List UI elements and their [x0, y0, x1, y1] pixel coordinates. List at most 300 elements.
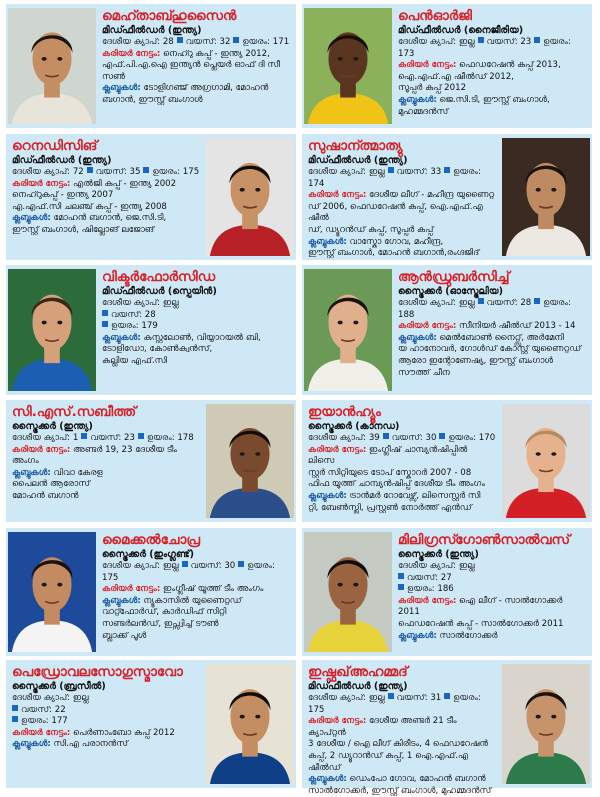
player-name: ഇഷ്ഫഖ്അഹമ്മദ്: [308, 664, 408, 680]
club-text: വാറ്റ്ഫോർഡ്, കാർഡിഫ് സിറ്റി: [102, 607, 227, 618]
player-name: മിലിഗ്രസ്ഗോൺസാൽവസ്: [398, 532, 571, 548]
club-line: [102, 596, 290, 608]
height-label: ഉയരം:: [247, 561, 275, 571]
player-info: [308, 664, 496, 797]
caps-row: [398, 561, 586, 573]
achievement-text: സൂപ്പർ കപ്പ് 2012: [398, 83, 467, 94]
achievement-text: ഐ ലീഗ് - സാൽഗോക്കർ 2011: [398, 595, 563, 618]
age-label: വയസ്:: [190, 561, 222, 571]
achievements-label: കരിയർ നേട്ടം:: [12, 727, 71, 738]
club-line: [398, 344, 586, 356]
player-position: മിഡ്ഫീൽഡർ (ഇന്ത്യ): [102, 25, 202, 36]
caps-label: ദേശീയ ക്യാപ്:: [398, 298, 457, 308]
achievement-text: ഇംഗ്ലീഷ് യൂത്ത് ടീം അംഗം: [163, 584, 264, 595]
caps-value: ഇല്ല: [458, 561, 475, 571]
player-name: റെനഡിസിങ്: [12, 138, 98, 154]
achievement-text: ദേശീയ ലീഗ് - മഹീന്ദ്ര യുണൈറ്റ: [369, 190, 495, 201]
club-line: [102, 619, 290, 631]
caps-label: ദേശീയ ക്യാപ്:: [308, 167, 367, 177]
achievement-text: ഡ് 2006, ഫെഡറേഷൻ കപ്പ്, ഐ.എഫ്.എ ഷീൽ: [308, 201, 483, 224]
achievements-label: കരിയർ നേട്ടം:: [12, 444, 71, 455]
height-label: ഉയരം:: [146, 433, 175, 443]
player-card: [302, 400, 592, 522]
bullet-square: [388, 167, 394, 173]
height-label: ഉയരം:: [543, 37, 571, 47]
age-label: വയസ്:: [396, 693, 428, 703]
clubs-label: ക്ലബ്ബുകൾ:: [102, 595, 141, 606]
achievement-line: [12, 445, 200, 468]
caps-label: ദേശീയ ക്യാപ്:: [102, 37, 161, 47]
achievement-line: [398, 619, 586, 631]
caps-value: ഇല്ല: [368, 693, 385, 703]
bullet-square: [534, 37, 540, 43]
bullet-square: [143, 167, 149, 173]
club-line: [102, 356, 290, 368]
player-photo: [304, 8, 392, 124]
age-value: 35: [129, 167, 141, 177]
bullet-square: [138, 433, 144, 439]
club-text: യ ഹാനോവർ, ഗോൾഡ് കോസ്റ്റ് യുണൈറ്റഡ്: [398, 344, 582, 355]
club-text: വാസ്കോ ഗോവ, മഹീന്ദ്ര,: [349, 236, 444, 247]
achievements-label: കരിയർ നേട്ടം:: [102, 48, 161, 59]
row-divider: [0, 131, 600, 132]
player-photo: [502, 664, 590, 784]
player-photo: [206, 664, 294, 784]
player-position: സ്ട്രൈക്കർ (ഇന്ത്യ): [398, 549, 479, 560]
clubs-label: ക്ലബ്ബുകൾ:: [398, 630, 437, 641]
achievements-label: കരിയർ നേട്ടം:: [398, 321, 457, 332]
club-line: [308, 248, 496, 260]
player-card: [6, 400, 296, 522]
age-label: വയസ്:: [396, 167, 428, 177]
player-position: സ്ട്രൈക്കർ (കാനഡ): [308, 421, 400, 432]
player-name: സി.എസ്.സബീത്ത്: [12, 404, 137, 420]
club-line: [398, 631, 586, 643]
achievements-label: കരിയർ നേട്ടം:: [398, 60, 457, 71]
player-stats: [102, 37, 290, 49]
player-stats: [12, 167, 200, 179]
clubs-label: ക്ലബ്ബുകൾ:: [308, 774, 347, 785]
bullet-square: [534, 298, 540, 304]
achievement-text: ഫെഡറേഷൻ കപ്പ് - സാൽഗോക്കർ 2011: [398, 618, 564, 629]
player-position: മിഡ്ഫീൽഡർ (ഇന്ത്യ): [308, 155, 408, 166]
club-line: [102, 83, 290, 95]
achievement-line: [308, 751, 496, 774]
player-stats: [308, 433, 496, 445]
player-position: മിഡ്ഫീൽഡർ (നൈജീരിയ): [398, 25, 524, 36]
age-value: 22: [54, 704, 66, 715]
club-line: [12, 468, 200, 480]
height-row: [12, 716, 200, 728]
achievement-line: [12, 202, 200, 214]
player-card: [6, 265, 296, 395]
club-line: [398, 368, 586, 380]
player-name: സുഷാന്ത്മാത്യു: [308, 138, 403, 154]
club-text: മോഹൻ ബഗാൻ, ജെ.സി.ടി,: [53, 213, 167, 224]
bullet-square: [439, 433, 445, 439]
caps-label: ദേശീയ ക്യാപ്:: [12, 693, 71, 703]
achievement-line: [308, 739, 496, 751]
club-text: ട്രാൻമർ റോവേഴ്സ്, ലിസെസ്റ്റർ സി: [349, 490, 481, 501]
player-position: മിഡ്ഫീൽഡർ (സ്പെയിൻ): [102, 286, 217, 297]
player-photo: [8, 8, 96, 124]
caps-value: 1: [72, 433, 79, 443]
club-text: ഈസ്റ്റ് ബംഗാൾ, മോഹൻ ബഗാൻ,രംഗ്ദജിദ്: [308, 248, 480, 259]
club-text: സാൽഗോക്കർ: [439, 630, 498, 641]
height-value: 173: [398, 48, 415, 59]
clubs-label: ക്ലബ്ബുകൾ:: [12, 739, 51, 750]
player-info: [308, 138, 496, 260]
age-row: [12, 705, 200, 717]
player-info: [12, 404, 200, 503]
club-text: റ്റി, ബേൺസ്ലി, പ്രസ്റ്റൺ നോർത്ത് എൻഡ്: [308, 502, 472, 513]
bullet-square: [444, 167, 450, 173]
player-photo: [8, 269, 96, 391]
player-card: [6, 4, 296, 128]
clubs-label: ക്ലബ്ബുകൾ:: [308, 490, 347, 501]
age-label: വയസ്:: [90, 433, 122, 443]
player-stats: [398, 298, 586, 321]
achievement-line: [308, 445, 496, 468]
club-text: ബ്ലാക്ക് പൂൾ: [102, 630, 147, 641]
achievement-text: എഫ്.പി.എ.ഐ ഇന്ത്യൻ പ്ലെയർ ഓഫ് ദി സീ: [102, 60, 280, 71]
club-text: ഈസ്റ്റ് ബംഗാൾ, ഷില്ലോങ് ലജോങ്: [12, 224, 155, 235]
bullet-square: [177, 37, 183, 43]
age-row: [102, 310, 290, 322]
player-info: [398, 8, 586, 118]
club-line: [398, 356, 586, 368]
age-value: 33: [430, 167, 442, 177]
club-text: സി.എ പരാനൻസ്: [53, 739, 129, 750]
achievement-text: സീനിയർ ഷീൽഡ് 2013 - 14: [459, 321, 576, 332]
age-value: 30: [224, 561, 236, 571]
height-value: 179: [141, 321, 158, 332]
club-text: ജെ.സി.ടി, ഈസ്റ്റ് ബംഗാൾ,: [439, 94, 550, 105]
achievement-line: [12, 728, 200, 740]
age-label: വയസ്:: [407, 572, 439, 583]
player-card: [6, 134, 296, 260]
player-stats: [308, 167, 496, 190]
club-text: ടോളിഡോ, കോൺക്വൻസ്,: [102, 344, 213, 355]
achievement-line: [398, 60, 586, 72]
caps-label: ദേശീയ ക്യാപ്:: [12, 167, 71, 177]
player-card: [302, 4, 592, 128]
club-text: മോഹൻ ബഗാൻ: [12, 490, 79, 501]
player-photo: [8, 532, 96, 652]
club-text: ആരോ ഇന്റോണേഷ്യ, ഈസ്റ്റ് ബംഗാൾ: [398, 355, 554, 366]
caps-value: 28: [162, 37, 174, 47]
clubs-label: ക്ലബ്ബുകൾ:: [102, 332, 141, 343]
player-name: വിക്ടർഫോർസിഡ: [102, 269, 216, 285]
caps-row: [102, 298, 290, 310]
achievement-text: ഐ.എഫ്.എ ഷീൽഡ് 2012,: [398, 71, 514, 82]
bullet-square: [102, 321, 108, 327]
age-row: [398, 573, 586, 585]
club-line: [102, 631, 290, 643]
club-text: മെൽബോൺ നൈറ്റ്സ്, അർമേനി: [439, 332, 564, 343]
achievement-text: അണ്ടർ 19, 23 ദേശീയ ടീം അംഗം: [12, 444, 177, 467]
club-line: [12, 491, 200, 503]
club-line: [102, 344, 290, 356]
bullet-square: [102, 310, 108, 316]
player-position: സ്ട്രൈക്കർ (ഓസ്ട്രേലിയ): [398, 286, 504, 297]
bullet-square: [233, 37, 239, 43]
height-value: 175: [102, 572, 119, 583]
player-info: [308, 404, 496, 514]
caps-value: ഇല്ല: [162, 561, 179, 571]
age-value: 30: [425, 433, 437, 443]
achievements-label: കരിയർ നേട്ടം:: [398, 595, 457, 606]
caps-value: ഇല്ല: [72, 693, 89, 703]
club-line: [308, 503, 496, 515]
achievement-line: [308, 479, 496, 491]
height-value: 175: [182, 167, 200, 177]
bullet-square: [87, 167, 93, 173]
caps-label: ദേശീയ ക്യാപ്:: [398, 37, 457, 47]
player-photo: [502, 138, 590, 256]
clubs-label: ക്ലബ്ബുകൾ:: [308, 236, 347, 247]
player-info: [398, 532, 586, 642]
club-text: കല്ലിയ എഫ്.സി: [102, 355, 168, 366]
club-text: മുഹമ്മദൻസ്: [398, 106, 449, 117]
age-label: വയസ്:: [185, 37, 217, 47]
height-label: ഉയരം:: [152, 167, 181, 177]
height-value: 175: [308, 704, 325, 715]
age-label: വയസ്:: [111, 309, 143, 320]
achievement-line: [398, 321, 586, 333]
age-value: 28: [520, 298, 532, 308]
caps-value: ഇല്ല: [458, 298, 475, 308]
height-value: 186: [437, 584, 454, 595]
club-line: [398, 95, 586, 107]
height-label: ഉയരം:: [448, 433, 477, 443]
height-label: ഉയരം:: [242, 37, 271, 47]
bullet-square: [81, 433, 87, 439]
caps-label: ദേശീയ ക്യാപ്:: [102, 561, 161, 571]
club-text: ടോളിഗഞ്ജ് അഗ്രഗാമി, മോഹൻ: [143, 83, 269, 94]
age-value: 32: [219, 37, 231, 47]
player-card: [6, 528, 296, 656]
achievement-text: ദേശീയ അണ്ടർ 21 ടീം ക്യാപ്റ്റൻ: [308, 716, 457, 738]
club-text: സൗത്ത് ചീന: [398, 367, 450, 378]
caps-label: ദേശീയ ക്യാപ്:: [308, 693, 367, 703]
club-text: ന്യൂകാസിൽ യുണൈറ്റഡ്: [143, 595, 242, 606]
height-label: ഉയരം:: [543, 298, 571, 308]
height-value: 178: [177, 433, 194, 443]
achievement-line: [12, 190, 200, 202]
achievement-line: [398, 596, 586, 619]
player-info: [398, 269, 586, 379]
achievement-text: ഡ്, ഡ്യൂറൻഡ് കപ്പ്, സൂപ്പർ കപ്പ്: [308, 224, 434, 235]
height-label: ഉയരം:: [453, 693, 481, 703]
player-photo: [502, 404, 590, 518]
height-label: ഉയരം:: [407, 584, 435, 595]
player-info: [102, 8, 290, 107]
achievement-text: കപ്പ്, 2 ഡ്യൂറാൻഡ് കപ്പ്, 1 ഐ.എഫ്.എ ഷീൽഡ്: [308, 750, 469, 773]
caps-value: ഇല്ല: [162, 298, 179, 308]
bullet-square: [444, 693, 450, 699]
age-label: വയസ്:: [21, 704, 53, 715]
achievement-text: നെഹ്റുകപ്പ് - ഇന്ത്യ 2007: [12, 190, 114, 201]
player-card: [6, 660, 296, 788]
club-text: പൈലൻ ആരോസ്: [12, 479, 91, 490]
achievement-line: [398, 72, 586, 84]
player-name: ആൻഡ്രുബർസിച്ച്: [398, 269, 510, 285]
player-card: [302, 660, 592, 796]
achievements-label: കരിയർ നേട്ടം:: [102, 584, 161, 595]
player-stats: [102, 561, 290, 584]
club-line: [398, 107, 586, 119]
bullet-square: [478, 37, 484, 43]
achievement-text: ഫെഡറേഷൻ കപ്പ് 2013,: [459, 60, 561, 71]
caps-label: ദേശീയ ക്യാപ്:: [398, 561, 457, 571]
bullet-square: [12, 716, 18, 722]
player-card: [302, 265, 592, 395]
player-card: [302, 134, 592, 260]
club-line: [12, 739, 200, 751]
clubs-label: ക്ലബ്ബുകൾ:: [398, 332, 437, 343]
height-value: 188: [398, 309, 415, 320]
clubs-label: ക്ലബ്ബുകൾ:: [398, 94, 437, 105]
achievement-text: 3 ദേശീയ / ഐ ലീഗ് കിരീടം, 4 ഫെഡറേഷൻ: [308, 739, 489, 750]
achievement-line: [308, 225, 496, 237]
player-photo: [304, 269, 392, 391]
club-line: [308, 786, 496, 797]
player-info: [12, 138, 200, 237]
age-value: 31: [430, 693, 442, 703]
club-line: [102, 607, 290, 619]
player-position: സ്ട്രൈക്കർ (ഇന്ത്യ): [12, 421, 93, 432]
age-label: വയസ്:: [486, 298, 518, 308]
achievements-label: കരിയർ നേട്ടം:: [308, 716, 367, 727]
caps-row: [12, 693, 200, 705]
player-name: ഇയാൻഹ്യൂം: [308, 404, 381, 420]
player-position: മിഡ്ഫീൽഡർ (ഇന്ത്യ): [12, 155, 112, 166]
club-line: [12, 225, 200, 237]
height-value: 174: [308, 178, 325, 189]
club-line: [12, 479, 200, 491]
club-text: സാൽഗോക്കർ, ഈസ്റ്റ് ബംഗാൾ, മുഹമ്മദൻസ്: [308, 785, 492, 796]
achievements-label: കരിയർ നേട്ടം:: [308, 190, 367, 201]
club-line: [308, 774, 496, 786]
club-text: സണ്ടർലൻഡ്, ഇപ്സ്വിച്ച് ടൗൺ: [102, 618, 219, 629]
height-value: 171: [272, 37, 290, 47]
achievement-line: [398, 83, 586, 95]
caps-label: ദേശീയ ക്യാപ്:: [102, 298, 161, 308]
height-label: ഉയരം:: [111, 321, 139, 332]
achievement-text: നെഹ്റു കപ്പ് - ഇന്ത്യ 2012,: [163, 48, 270, 59]
height-row: [398, 584, 586, 596]
height-value: 177: [51, 716, 68, 727]
club-line: [12, 213, 200, 225]
age-value: 27: [440, 572, 452, 583]
club-line: [102, 333, 290, 345]
bullet-square: [398, 573, 404, 579]
player-photo: [206, 138, 294, 256]
achievement-text: സൺ: [102, 71, 126, 82]
achievement-line: [12, 179, 200, 191]
player-name: മൈക്കൽചോപ്ര: [102, 532, 200, 548]
bullet-square: [398, 584, 404, 590]
club-text: കസ്റ്റലോൺ, വിയ്യാറയൽ ബി,: [143, 332, 261, 343]
achievement-line: [102, 49, 290, 61]
achievement-line: [102, 72, 290, 84]
player-info: [102, 269, 290, 368]
height-row: [102, 321, 290, 333]
age-value: 28: [144, 309, 156, 320]
club-line: [308, 237, 496, 249]
clubs-label: ക്ലബ്ബുകൾ:: [12, 467, 51, 478]
player-info: [102, 532, 290, 642]
player-photo: [304, 532, 392, 652]
achievements-label: കരിയർ നേട്ടം:: [308, 444, 367, 455]
club-line: [308, 491, 496, 503]
player-name: മെഹ്താബ്ഹുസൈൻ: [102, 8, 237, 24]
player-card: [302, 528, 592, 656]
bullet-square: [478, 298, 484, 304]
player-info: [12, 664, 200, 751]
age-value: 23: [124, 433, 135, 443]
height-value: 170: [478, 433, 496, 443]
height-label: ഉയരം:: [453, 167, 481, 177]
achievement-text: ഇംഗ്ലീഷ് ചാമ്പ്യൻഷിപ്പിൽ ലിസെ: [308, 444, 468, 467]
player-stats: [12, 433, 200, 445]
caps-label: ദേശീയ ക്യാപ്:: [12, 433, 71, 443]
age-value: 23: [520, 37, 532, 47]
age-label: വയസ്:: [486, 37, 518, 47]
club-text: വിവാ കേരള: [53, 467, 103, 478]
achievement-text: എൽജി കപ്പ് - ഇന്ത്യ 2002: [73, 178, 177, 189]
player-stats: [398, 37, 586, 60]
achievement-line: [102, 584, 290, 596]
achievements-label: കരിയർ നേട്ടം:: [12, 178, 71, 189]
caps-value: ഇല്ല: [458, 37, 475, 47]
player-position: സ്ട്രൈക്കർ (ബ്രസീൽ): [12, 681, 106, 692]
club-text: ബഗാൻ, ഈസ്റ്റ് ബംഗാൾ: [102, 94, 203, 105]
club-line: [102, 95, 290, 107]
achievement-line: [308, 716, 496, 739]
player-name: പെൻഓർജി: [398, 8, 472, 24]
caps-value: ഇല്ല: [368, 167, 385, 177]
age-label: വയസ്:: [391, 433, 423, 443]
clubs-label: ക്ലബ്ബുകൾ:: [12, 213, 51, 224]
height-label: ഉയരം:: [21, 716, 49, 727]
achievement-text: സ്റ്റർ സിറ്റിയുടെ ടോപ് സ്കോറർ 2007 - 08: [308, 467, 472, 478]
player-photo: [206, 404, 294, 518]
club-line: [398, 333, 586, 345]
achievement-line: [308, 468, 496, 480]
bullet-square: [238, 561, 244, 567]
achievement-line: [308, 190, 496, 202]
bullet-square: [388, 693, 394, 699]
achievement-line: [308, 202, 496, 225]
age-label: വയസ്:: [95, 167, 127, 177]
caps-value: 39: [368, 433, 380, 443]
achievement-text: എ.എഫ്.സി ചലഞ്ച് കപ്പ് - ഇന്ത്യ 2008: [12, 201, 167, 212]
player-name: പെഡ്രോവലസോഗുസ്മാവോ: [12, 664, 183, 680]
bullet-square: [12, 705, 18, 711]
achievement-text: ഫിഫ യൂത്ത് ചാമ്പ്യൻഷിപ്പ് ദേശീയ ടീം അംഗം: [308, 479, 485, 490]
bullet-square: [182, 561, 188, 567]
club-text: ഡെംപോ ഗോവ, മോഹൻ ബഗാൻ: [349, 774, 486, 785]
clubs-label: ക്ലബ്ബുകൾ:: [102, 83, 141, 94]
player-position: സ്ട്രൈക്കർ (ഇംഗ്ലണ്ട്): [102, 549, 195, 560]
player-position: മിഡ്ഫീൽഡർ (ഇന്ത്യ): [308, 681, 408, 692]
player-stats: [308, 693, 496, 716]
caps-value: 72: [72, 167, 84, 177]
caps-label: ദേശീയ ക്യാപ്:: [308, 433, 367, 443]
achievement-text: പെർണാംബോ കപ്പ് 2012: [73, 727, 175, 738]
